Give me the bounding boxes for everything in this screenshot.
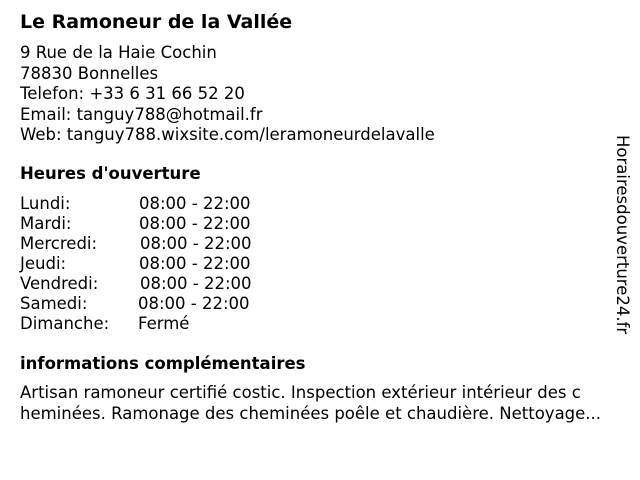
day-label: Lundi: — [20, 194, 71, 213]
day-label: Jeudi: — [20, 254, 67, 273]
site-watermark: Horairesdouverture24.fr — [613, 135, 632, 335]
day-label: Mardi: — [20, 214, 72, 233]
day-label: Mercredi: — [20, 234, 98, 253]
day-label: Vendredi: — [20, 274, 99, 293]
address-street: 9 Rue de la Haie Cochin — [20, 43, 217, 62]
contact-block — [20, 43, 435, 146]
description-line: Artisan ramoneur certifié costic. Inspection extérieur intérieur des c — [20, 383, 581, 402]
email-line: Email: tanguy788@hotmail.fr — [20, 104, 263, 124]
description-line: heminées. Ramonage des cheminées poêle et chaudière. Nettoyage... — [20, 403, 602, 423]
website-line: Web: tanguy788.wixsite.com/leramoneurdelavalle — [20, 125, 435, 144]
time-value: 08:00 - 22:00 — [140, 234, 252, 253]
additional-info-text — [20, 383, 632, 424]
additional-info-heading: informations complémentaires — [20, 354, 306, 373]
time-value: 08:00 - 22:00 — [140, 274, 252, 293]
address-city: 78830 Bonnelles — [20, 63, 159, 83]
time-value: 08:00 - 22:00 — [139, 194, 251, 213]
day-label: Samedi: — [20, 294, 88, 313]
business-title: Le Ramoneur de la Vallée — [20, 11, 293, 33]
time-value: 08:00 - 22:00 — [138, 294, 250, 313]
day-label: Dimanche: — [20, 314, 110, 333]
phone-line: Telefon: +33 6 31 66 52 20 — [20, 84, 245, 103]
time-value: Fermé — [138, 314, 190, 333]
time-value: 08:00 - 22:00 — [139, 254, 251, 273]
opening-hours-heading: Heures d'ouverture — [20, 164, 201, 183]
time-value: 08:00 - 22:00 — [139, 214, 251, 233]
